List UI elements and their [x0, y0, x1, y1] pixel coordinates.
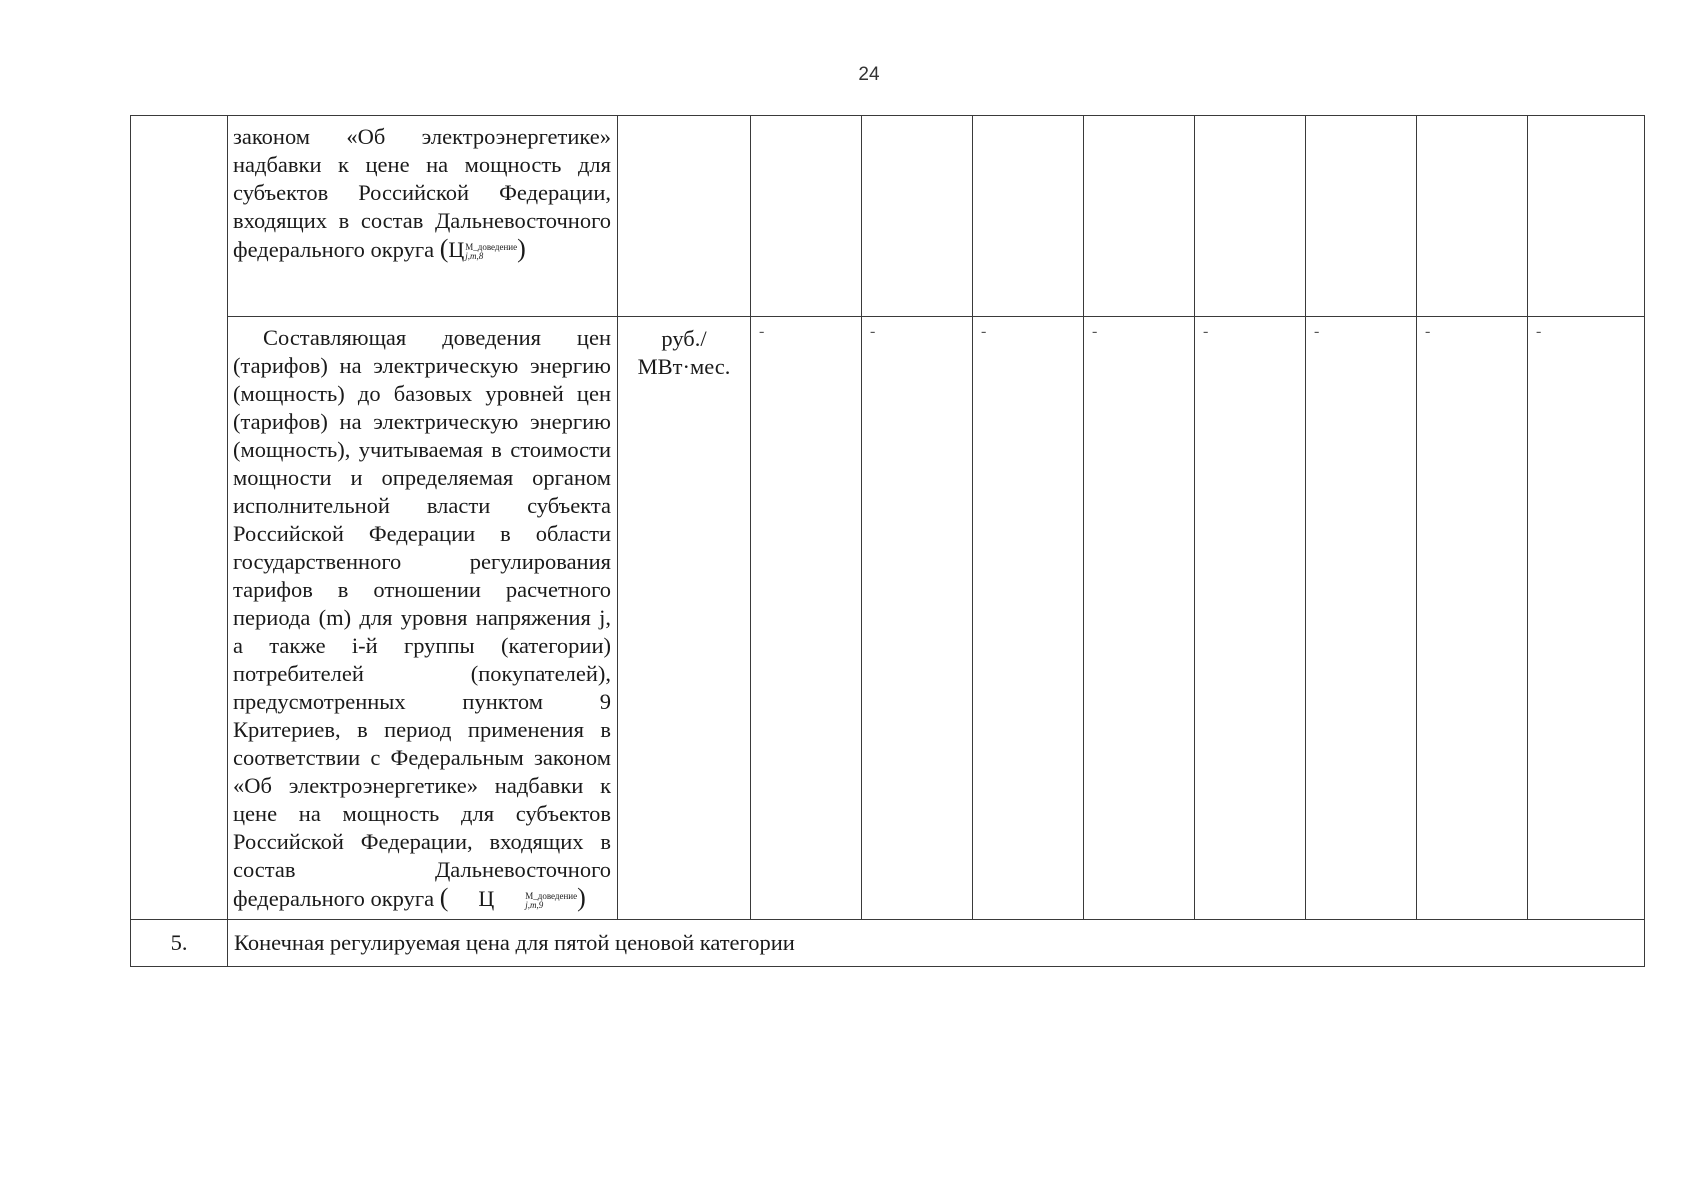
- value-cell: [973, 317, 1084, 920]
- value-cell: [862, 317, 973, 920]
- value-cell: [751, 317, 862, 920]
- formula: (Ц М_доведение j,m,8 ): [439, 234, 526, 263]
- formula-subscript: j,m,9: [525, 899, 544, 910]
- tariff-table: [130, 115, 1645, 967]
- value-dash: -: [870, 323, 876, 340]
- formula-superscript: М_доведение: [525, 890, 578, 901]
- value-dash: -: [1092, 323, 1098, 340]
- value-dash: -: [1314, 323, 1320, 340]
- unit-label: руб./ МВт·мес.: [637, 326, 731, 379]
- value-dash: -: [1203, 323, 1209, 340]
- value-dash: -: [759, 323, 765, 340]
- number-cell: [131, 920, 228, 967]
- description-text: законом «Об электроэнергетике» надбавки к цене на мощность для субъектов Российской Федерации, входящих в состав Дальневосточного федерального округа: [233, 124, 611, 262]
- value-cell: [1084, 317, 1195, 920]
- value-cell: [1528, 116, 1645, 317]
- value-dash: -: [1425, 323, 1431, 340]
- unit-cell: [618, 116, 751, 317]
- value-cell: [1528, 317, 1645, 920]
- final-row-text: Конечная регулируемая цена для пятой ценовой категории: [234, 930, 795, 955]
- final-text-cell: [228, 920, 1645, 967]
- formula-subscript: j,m,8: [465, 250, 484, 261]
- formula-superscript: М_доведение: [465, 241, 518, 252]
- table-row: [131, 920, 1645, 967]
- value-cell: [1306, 317, 1417, 920]
- number-cell: [131, 116, 228, 920]
- row-number: 5.: [170, 930, 188, 955]
- value-dash: -: [981, 323, 987, 340]
- value-cell: [973, 116, 1084, 317]
- unit-cell: [618, 317, 751, 920]
- value-cell: [751, 116, 862, 317]
- formula-symbol: Ц: [448, 237, 465, 262]
- value-cell: [1195, 116, 1306, 317]
- description-cell: [228, 317, 618, 920]
- value-dash: -: [1536, 323, 1542, 340]
- description-text: Составляющая доведения цен (тарифов) на электрическую энергию (мощность) до базовых уровней цен (тарифов) на электрическую энергию (мощность), учитываемая в стоимости мощности и определяемая органом исполнительной власти субъекта Российской Федерации в области государственного регулирования тарифов в отношении расчетного периода (m) для уровня напряжения j, а также i-й группы (категории) потребителей (покупателей), предусмотренных пунктом 9 Критериев, в период применения в соответствии с Федеральным законом «Об электроэнергетике» надбавки к цене на мощность для субъектов Российской Федерации, входящих в состав Дальневосточного федерального округа: [233, 325, 611, 911]
- table-row: [131, 317, 1645, 920]
- value-cell: [862, 116, 973, 317]
- value-cell: [1084, 116, 1195, 317]
- page-number: 24: [858, 64, 880, 85]
- value-cell: [1195, 317, 1306, 920]
- value-cell: [1417, 116, 1528, 317]
- value-cell: [1306, 116, 1417, 317]
- value-cell: [1417, 317, 1528, 920]
- table-row: [131, 116, 1645, 317]
- formula: ( Ц М_доведение j,m,9 ): [439, 883, 586, 912]
- description-cell: [228, 116, 618, 317]
- formula-symbol: Ц: [478, 886, 495, 911]
